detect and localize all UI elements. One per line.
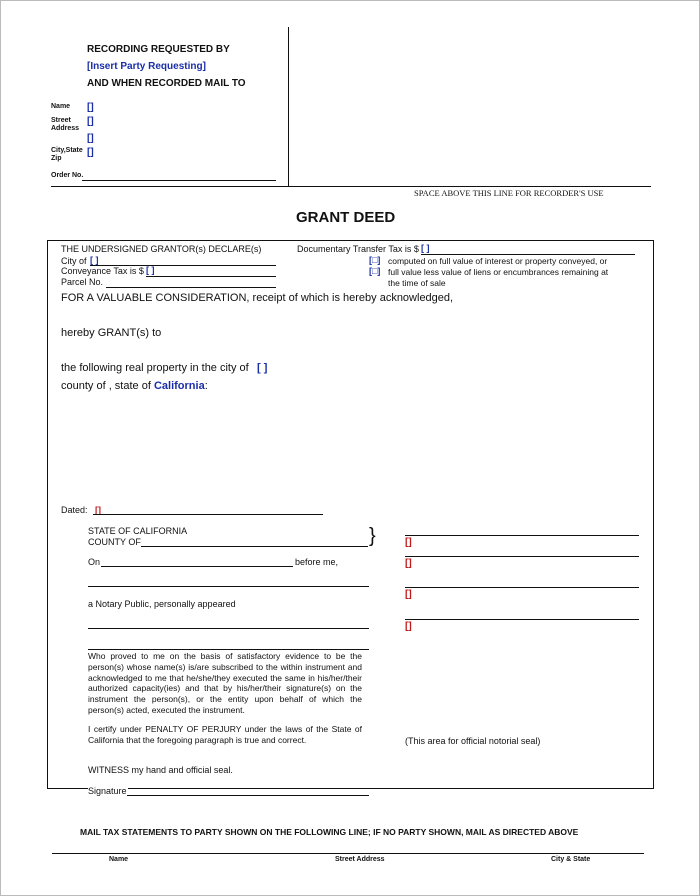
city-of-label: City of xyxy=(61,256,87,266)
signature-label: Signature xyxy=(88,786,127,796)
less-liens-checkbox[interactable]: [□] xyxy=(369,266,381,276)
notary-brace: } xyxy=(369,525,376,547)
recording-requested-by: RECORDING REQUESTED BY xyxy=(87,44,230,55)
full-value-checkbox[interactable]: [□] xyxy=(369,255,381,265)
transfer-tax-line xyxy=(421,254,635,255)
time-of-sale-text: the time of sale xyxy=(388,278,446,288)
dated-line xyxy=(93,514,323,515)
footer-name-col: Name xyxy=(109,856,129,863)
before-me-text: before me, xyxy=(295,557,339,567)
mail-tax-statement: MAIL TAX STATEMENTS TO PARTY SHOWN ON THE FOLLOWING LINE; IF NO PARTY SHOWN, MAIL AS DIRECTED ABOVE xyxy=(80,827,579,837)
seal-area-text: (This area for official notorial seal) xyxy=(405,736,541,746)
address-field[interactable]: [] xyxy=(87,133,94,144)
mail-to-heading: AND WHEN RECORDED MAIL TO xyxy=(87,78,246,89)
zip-label: Zip xyxy=(51,155,62,162)
parcel-no-line[interactable] xyxy=(106,287,276,288)
right-field-3[interactable]: [] xyxy=(405,589,412,600)
right-field-4[interactable]: [] xyxy=(405,621,412,632)
notary-name-line[interactable] xyxy=(88,586,369,587)
conveyance-tax-line xyxy=(146,276,276,277)
order-no-label: Order No. xyxy=(51,172,84,179)
county-state-text: county of , state of xyxy=(61,380,151,392)
county-state-colon: : xyxy=(204,380,208,392)
recorder-note: SPACE ABOVE THIS LINE FOR RECORDER'S USE xyxy=(414,188,604,198)
notary-on-label: On xyxy=(88,557,101,567)
order-no-line[interactable] xyxy=(82,180,276,181)
footer-street-col: Street Address xyxy=(335,856,385,863)
footer-city-col: City & State xyxy=(551,856,591,863)
conveyance-tax-field[interactable]: [ ] xyxy=(146,265,155,275)
page-title: GRANT DEED xyxy=(296,209,396,226)
name-field[interactable]: [] xyxy=(87,102,94,113)
right-line-2 xyxy=(405,556,639,557)
consideration-text: FOR A VALUABLE CONSIDERATION, receipt of which is hereby acknowledged, xyxy=(61,292,454,304)
notary-public-text: a Notary Public, personally appeared xyxy=(88,599,236,609)
right-line-4 xyxy=(405,619,639,620)
grantor-declare: THE UNDERSIGNED GRANTOR(s) DECLARE(s) xyxy=(61,244,262,254)
right-field-2[interactable]: [] xyxy=(405,558,412,569)
right-field-1[interactable]: [] xyxy=(405,537,412,548)
right-line-1 xyxy=(405,535,639,536)
right-line-3 xyxy=(405,587,639,588)
parcel-no-label: Parcel No. xyxy=(61,277,104,287)
full-value-less-text: full value less value of liens or encumbrances remaining at xyxy=(388,267,609,277)
property-city-text: the following real property in the city of xyxy=(61,362,249,374)
state-name: California xyxy=(153,380,205,392)
transfer-tax-label: Documentary Transfer Tax is $ xyxy=(297,244,419,254)
dated-label: Dated: xyxy=(61,505,88,515)
appeared-line-2[interactable] xyxy=(88,649,369,650)
insert-party-field[interactable]: [Insert Party Requesting] xyxy=(87,61,206,72)
notary-on-line[interactable] xyxy=(101,566,293,567)
city-of-field[interactable]: [ ] xyxy=(90,255,99,265)
recorder-line xyxy=(51,186,651,187)
address-label: Address xyxy=(51,125,80,132)
notary-state: STATE OF CALIFORNIA xyxy=(88,526,188,536)
notary-county-label: COUNTY OF xyxy=(88,537,141,547)
city-state-label: City,State xyxy=(51,147,83,154)
conveyance-tax-label: Conveyance Tax is $ xyxy=(61,266,144,276)
signature-line[interactable] xyxy=(127,795,369,796)
recorder-divider xyxy=(288,27,289,187)
street-field[interactable]: [] xyxy=(87,116,94,127)
witness-text: WITNESS my hand and official seal. xyxy=(88,765,233,775)
city-state-zip-field[interactable]: [] xyxy=(87,147,94,158)
street-label: Street xyxy=(51,117,71,124)
transfer-tax-field[interactable]: [ ] xyxy=(421,243,430,253)
county-state-line xyxy=(61,380,208,392)
name-label: Name xyxy=(51,103,71,110)
dated-field[interactable]: [] xyxy=(95,505,101,515)
notary-county-line[interactable] xyxy=(141,546,368,547)
grant-to-text: hereby GRANT(s) to xyxy=(61,327,162,339)
mail-tax-line[interactable] xyxy=(52,853,644,854)
proved-paragraph: Who proved to me on the basis of satisfactory evidence to be the person(s) whose name(s) is/are subscribed to the within instrument and acknowledged to me that he/she/they executed the same in his/her/their authorized capacity(ies) and that by his/her/their signature(s) on the instrument the person(s), or the entity upon behalf of which the person(s) acted, executed the instrument. xyxy=(88,651,362,715)
perjury-paragraph: I certify under PENALTY OF PERJURY under the laws of the State of California that the foregoing paragraph is true and correct. xyxy=(88,724,362,745)
property-city-field[interactable]: [ ] xyxy=(257,362,268,374)
computed-full-text: computed on full value of interest or property conveyed, or xyxy=(388,256,608,266)
appeared-line[interactable] xyxy=(88,628,369,629)
